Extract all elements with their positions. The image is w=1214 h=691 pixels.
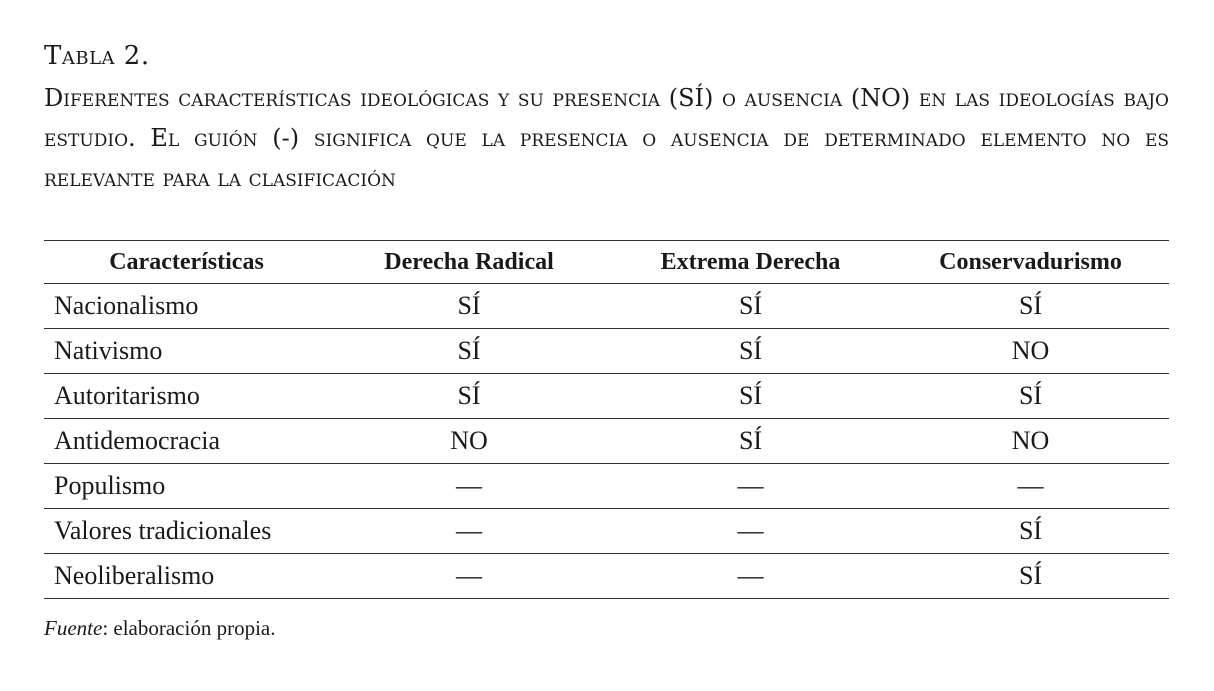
table-cell: SÍ [609,374,892,419]
table-cell: NO [892,329,1169,374]
table-cell: NO [892,419,1169,464]
table-row [44,419,1169,464]
header-conservadurismo: Conservadurismo [892,241,1169,284]
table-row [44,509,1169,554]
header-derecha-radical: Derecha Radical [329,241,609,284]
table-cell: — [329,509,609,554]
table-row [44,554,1169,599]
table-cell: SÍ [329,374,609,419]
table-source-note [44,616,276,641]
table-caption: Diferentes características ideológicas y su presencia (SÍ) o ausencia (NO) en las ideologías bajo estudio. El guión (-) significa que la presencia o ausencia de determinado elemento no es relevante para la clasificación [44,84,1169,192]
table-row [44,284,1169,329]
row-label: Antidemocracia [44,419,329,464]
table-cell: SÍ [329,284,609,329]
document-page [44,38,1169,640]
table-cell: — [329,464,609,509]
table-cell: — [892,464,1169,509]
source-text: : elaboración propia. [102,616,276,640]
header-caracteristicas: Características [44,241,329,284]
row-label: Nacionalismo [44,284,329,329]
row-label: Valores tradicionales [44,509,329,554]
row-label: Neoliberalismo [44,554,329,599]
ideology-table [44,240,1169,599]
table-cell: — [609,554,892,599]
table-cell: SÍ [329,329,609,374]
table-cell: — [609,509,892,554]
row-label: Autoritarismo [44,374,329,419]
table-cell: NO [329,419,609,464]
row-label: Populismo [44,464,329,509]
table-header-row [44,241,1169,284]
table-cell: SÍ [892,374,1169,419]
table-cell: SÍ [892,554,1169,599]
table-cell: — [609,464,892,509]
table-cell: SÍ [609,419,892,464]
table-cell: SÍ [892,284,1169,329]
table-cell: SÍ [609,284,892,329]
table-cell: — [329,554,609,599]
table-cell: SÍ [892,509,1169,554]
row-label: Nativismo [44,329,329,374]
source-label: Fuente [44,616,103,640]
table-cell: SÍ [609,329,892,374]
table-row [44,329,1169,374]
table-row [44,464,1169,509]
table-label: Tabla 2. [44,41,150,71]
table-row [44,374,1169,419]
header-extrema-derecha: Extrema Derecha [609,241,892,284]
